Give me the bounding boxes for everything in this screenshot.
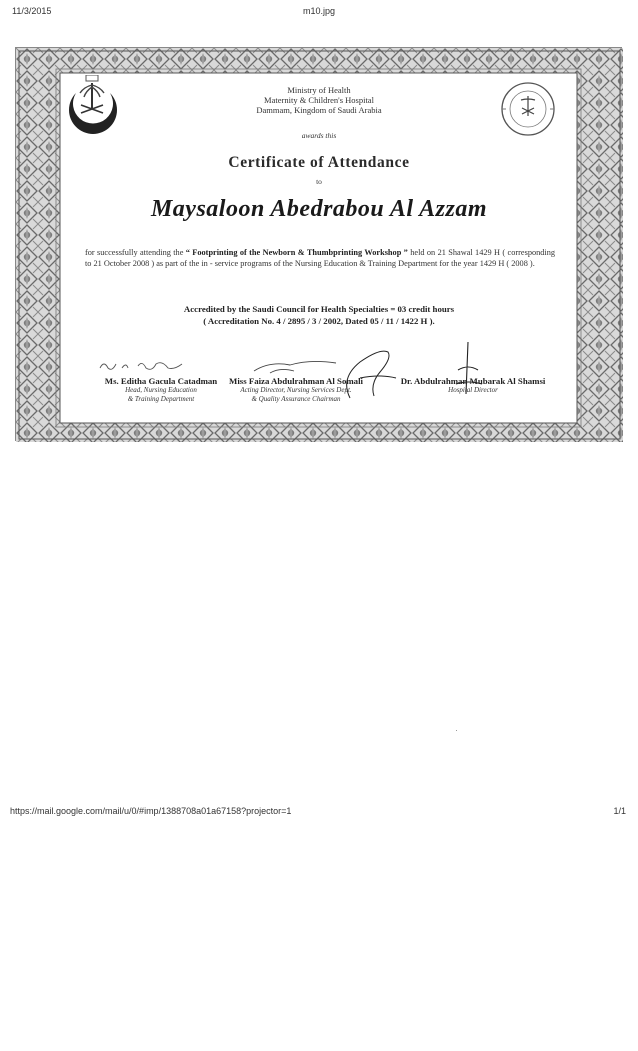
signatory-3-title-1: Hospital Director	[448, 386, 498, 394]
ministry-line-1: Ministry of Health	[287, 85, 351, 95]
body-part-2: held on 21 Shawal 1429 H ( corresponding to 21 October 2008 ) as part of the in - service programs of the Nursing Education & Training Department for the year 1429 H ( 2008 ).	[85, 248, 556, 268]
signatory-3	[378, 376, 568, 395]
scan-speck	[456, 730, 457, 731]
ministry-line-2: Maternity & Children's Hospital	[264, 95, 374, 105]
to-text: to	[316, 177, 322, 186]
signatory-2-title-2: & Quality Assurance Chairman	[251, 394, 341, 403]
certificate-title: Certificate of Attendance	[228, 154, 410, 171]
signatory-3-name: Dr. Abdulrahman Mubarak Al Shamsi	[400, 376, 546, 386]
body-part-1: for successfully attending the	[85, 248, 184, 257]
signatory-1-title-2: & Training Department	[127, 394, 195, 403]
certificate-body	[85, 248, 555, 269]
signatory-2-name: Miss Faiza Abdulrahman Al Somali	[229, 376, 363, 386]
recipient-name: Maysaloon Abedrabou Al Azzam	[150, 196, 488, 222]
awards-text: awards this	[301, 131, 337, 140]
signature-1	[98, 356, 188, 374]
signature-2	[250, 355, 340, 377]
accreditation-line-1: Accredited by the Saudi Council for Health Specialties = 03 credit hours	[183, 304, 455, 314]
signatory-2	[218, 376, 374, 403]
print-date: 11/3/2015	[12, 6, 52, 16]
print-page-number: 1/1	[613, 806, 626, 816]
ministry-line-3: Dammam, Kingdom of Saudi Arabia	[256, 105, 382, 115]
ministry-header	[0, 85, 638, 115]
print-filename: m10.jpg	[302, 6, 336, 16]
print-url: https://mail.google.com/mail/u/0/#imp/1388708a01a67158?projector=1	[10, 806, 292, 816]
signatory-1-title-1: Head, Nursing Education	[125, 386, 197, 394]
signatory-1	[86, 376, 236, 403]
accreditation-line-2: ( Accreditation No. 4 / 2895 / 3 / 2002, Dated 05 / 11 / 1422 H ).	[203, 316, 435, 326]
signatory-1-name: Ms. Editha Gacula Catadman	[104, 376, 218, 386]
workshop-name: “ Footprinting of the Newborn & Thumbprinting Workshop ”	[185, 248, 408, 257]
signatory-2-title-1: Acting Director, Nursing Services Dept.	[240, 386, 352, 394]
